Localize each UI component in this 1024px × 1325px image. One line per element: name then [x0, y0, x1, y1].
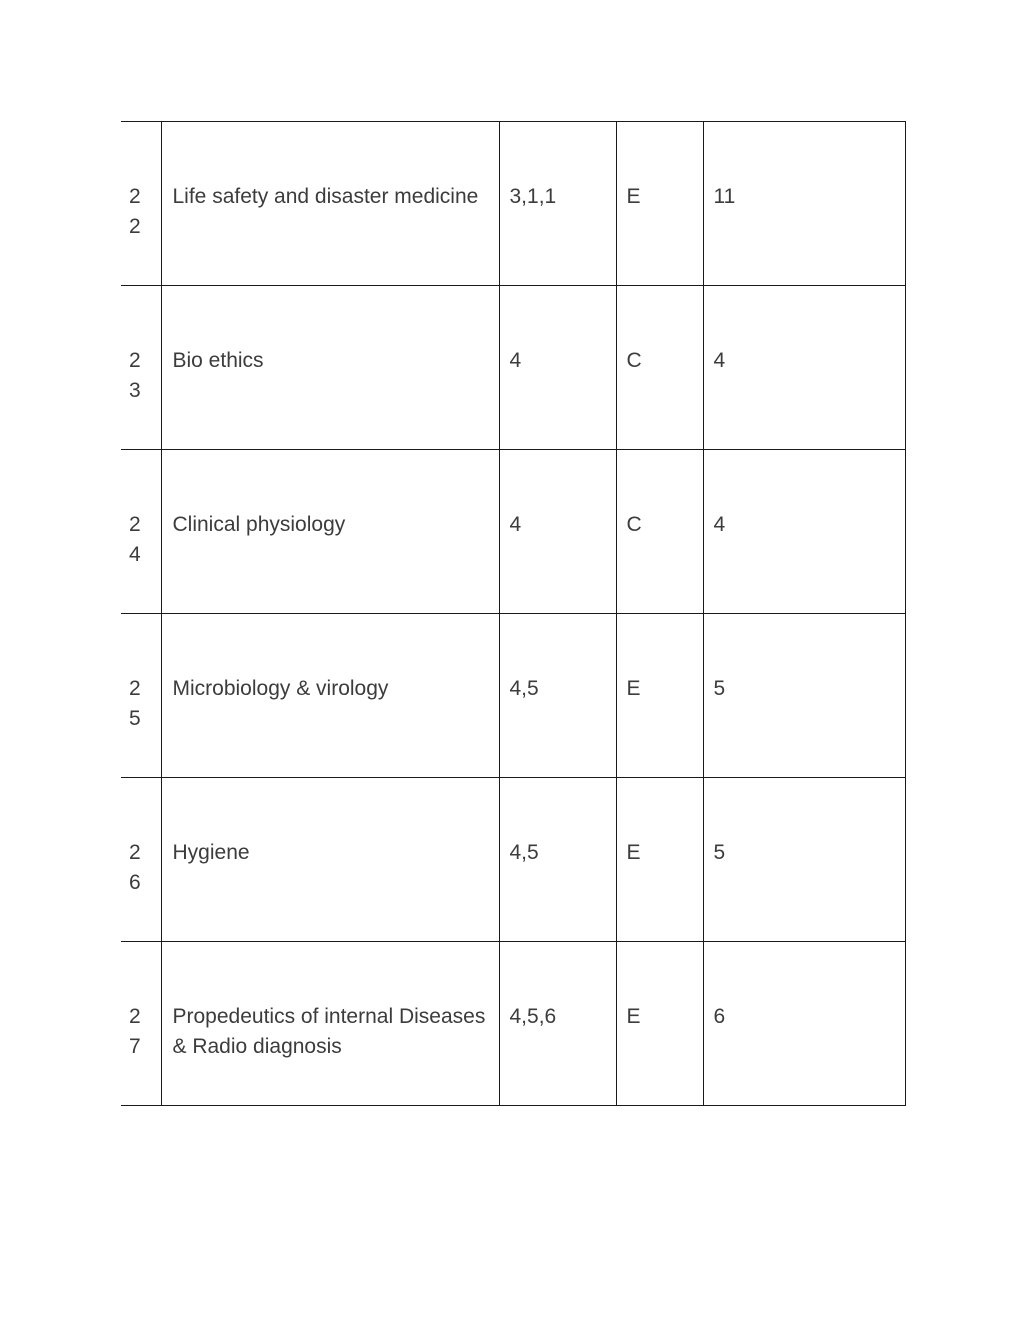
- row-number: 22: [129, 185, 141, 238]
- row-number: 26: [129, 841, 141, 894]
- semester-value: 4,5,6: [509, 1005, 557, 1028]
- credits-value: 11: [713, 185, 736, 208]
- control-cell: [616, 122, 703, 286]
- control-cell: [616, 450, 703, 614]
- subject-cell: [161, 942, 499, 1106]
- subject-name: Propedeutics of internal Diseases & Radio diagnosis: [172, 1005, 486, 1058]
- semester-cell: [499, 778, 616, 942]
- subject-name: Clinical physiology: [172, 513, 346, 536]
- control-type: E: [626, 677, 641, 700]
- row-number-cell: [121, 778, 161, 942]
- row-number-cell: [121, 122, 161, 286]
- table-row: [121, 614, 905, 778]
- semester-cell: [499, 614, 616, 778]
- credits-cell: [703, 122, 905, 286]
- curriculum-table: [121, 121, 906, 1106]
- credits-value: 4: [713, 349, 726, 372]
- semester-value: 4: [509, 513, 522, 536]
- semester-value: 4: [509, 349, 522, 372]
- control-type: C: [626, 513, 642, 536]
- credits-cell: [703, 450, 905, 614]
- table-row: [121, 942, 905, 1106]
- row-number: 27: [129, 1005, 141, 1058]
- row-number-cell: [121, 614, 161, 778]
- table-row: [121, 286, 905, 450]
- subject-name: Microbiology & virology: [172, 677, 389, 700]
- control-type: E: [626, 185, 641, 208]
- row-number-cell: [121, 286, 161, 450]
- row-number: 24: [129, 513, 141, 566]
- semester-cell: [499, 122, 616, 286]
- row-number: 25: [129, 677, 141, 730]
- subject-cell: [161, 614, 499, 778]
- control-type: E: [626, 1005, 641, 1028]
- credits-value: 4: [713, 513, 726, 536]
- subject-cell: [161, 450, 499, 614]
- table-row: [121, 778, 905, 942]
- credits-cell: [703, 778, 905, 942]
- row-number: 23: [129, 349, 141, 402]
- table-row: [121, 122, 905, 286]
- semester-value: 3,1,1: [509, 185, 557, 208]
- subject-name: Life safety and disaster medicine: [172, 185, 479, 208]
- control-type: C: [626, 349, 642, 372]
- control-type: E: [626, 841, 641, 864]
- row-number-cell: [121, 450, 161, 614]
- subject-cell: [161, 122, 499, 286]
- subject-cell: [161, 778, 499, 942]
- subject-name: Hygiene: [172, 841, 250, 864]
- table-row: [121, 450, 905, 614]
- credits-cell: [703, 286, 905, 450]
- semester-value: 4,5: [509, 841, 539, 864]
- subject-cell: [161, 286, 499, 450]
- semester-cell: [499, 286, 616, 450]
- row-number-cell: [121, 942, 161, 1106]
- control-cell: [616, 778, 703, 942]
- control-cell: [616, 286, 703, 450]
- semester-cell: [499, 942, 616, 1106]
- credits-value: 5: [713, 677, 726, 700]
- semester-cell: [499, 450, 616, 614]
- subject-name: Bio ethics: [172, 349, 264, 372]
- credits-value: 5: [713, 841, 726, 864]
- control-cell: [616, 942, 703, 1106]
- credits-value: 6: [713, 1005, 726, 1028]
- control-cell: [616, 614, 703, 778]
- credits-cell: [703, 942, 905, 1106]
- semester-value: 4,5: [509, 677, 539, 700]
- credits-cell: [703, 614, 905, 778]
